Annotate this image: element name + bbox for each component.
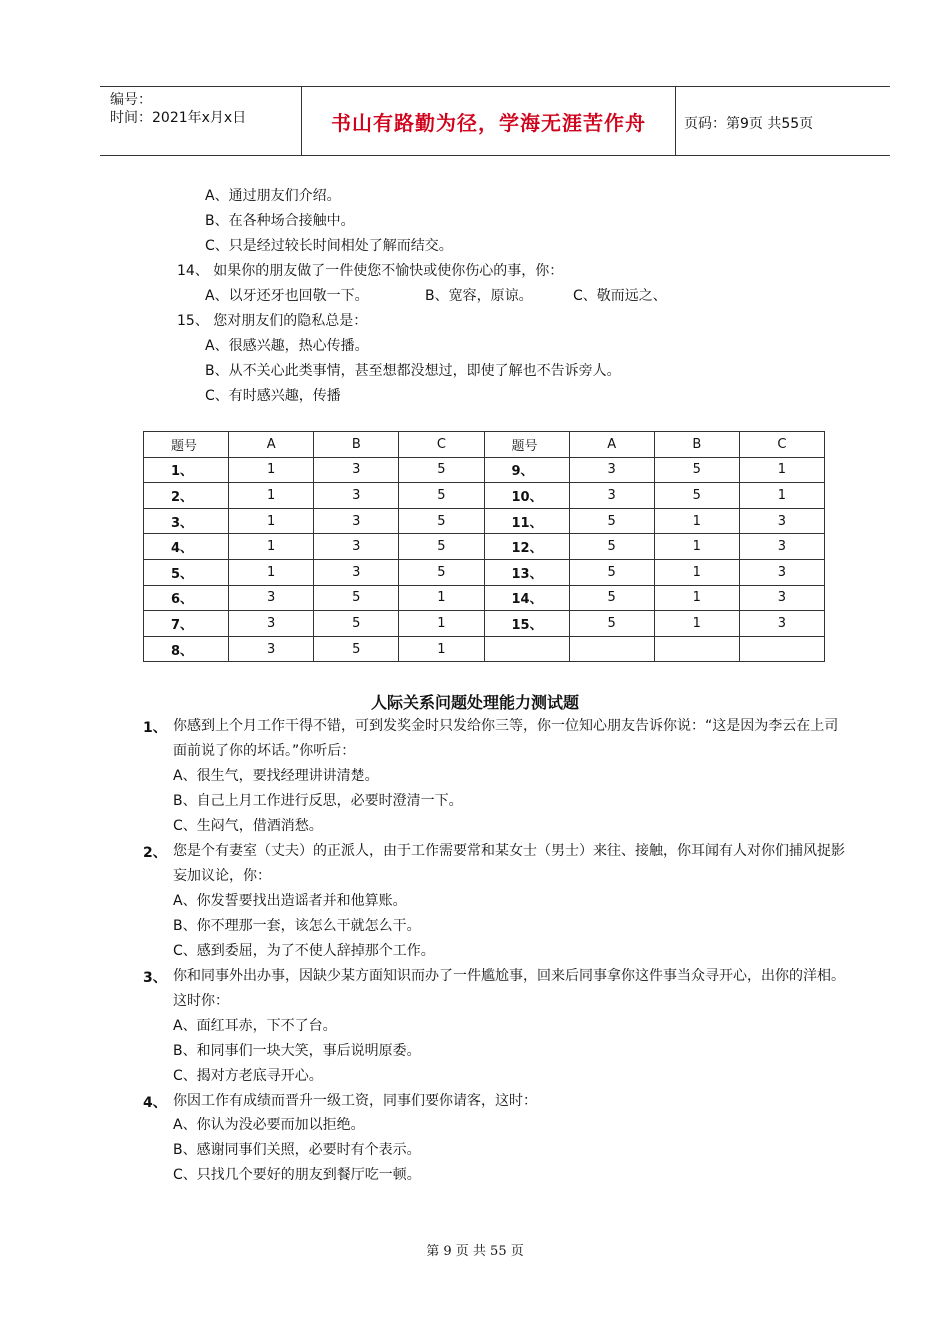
table-cell: 5、 [144,559,229,585]
table-cell [569,636,654,662]
table-cell: 13、 [484,559,569,585]
table-cell: 7、 [144,611,229,637]
table-header-cell: A [569,432,654,458]
header-divider [675,87,676,155]
table-cell: 1 [399,611,484,637]
table-cell: 1 [654,585,739,611]
q2-number: 2、 [143,845,167,861]
table-header-row [144,432,825,458]
q13-option-c: C、只是经过较长时间相处了解而结交。 [205,238,453,254]
table-header-cell: A [229,432,314,458]
table-cell: 1 [654,559,739,585]
q4-option-c: C、只找几个要好的朋友到餐厅吃一顿。 [173,1167,421,1183]
table-cell: 5 [569,508,654,534]
table-cell: 5 [399,534,484,560]
table-cell: 1、 [144,457,229,483]
table-row [144,508,825,534]
table-cell: 1 [739,457,824,483]
table-cell: 3 [739,585,824,611]
q1-text: 你感到上个月工作干得不错，可到发奖金时只发给你三等，你一位知心朋友告诉你说：“这是因为李云在上司面前说了你的坏话。”你听后： [173,718,839,759]
score-table [143,431,825,662]
table-cell: 5 [569,611,654,637]
table-cell: 12、 [484,534,569,560]
table-cell: 9、 [484,457,569,483]
table-cell: 1 [229,559,314,585]
q15-text: 15、 您对朋友们的隐私总是： [177,313,368,329]
table-cell: 1 [229,508,314,534]
table-header-cell: B [314,432,399,458]
table-header-cell: 题号 [484,432,569,458]
table-cell: 5 [399,559,484,585]
table-cell: 15、 [484,611,569,637]
table-cell: 3 [314,483,399,509]
table-cell: 5 [314,636,399,662]
section-title: 人际关系问题处理能力测试题 [370,693,579,712]
table-row [144,611,825,637]
table-cell [484,636,569,662]
table-cell: 5 [399,483,484,509]
table-cell: 1 [229,483,314,509]
table-cell: 3 [739,559,824,585]
q2-option-b: B、你不理那一套，该怎么干就怎么干。 [173,918,421,934]
table-cell: 5 [314,611,399,637]
table-cell: 3 [739,508,824,534]
table-cell: 1 [654,508,739,534]
table-cell: 11、 [484,508,569,534]
q3-number: 3、 [143,970,167,986]
table-cell: 3 [314,508,399,534]
table-cell: 5 [569,585,654,611]
table-cell [739,636,824,662]
table-cell: 10、 [484,483,569,509]
header-motto: 书山有路勤为径，学海无涯苦作舟 [331,110,646,135]
table-cell: 3 [314,534,399,560]
table-cell: 14、 [484,585,569,611]
code-label: 编号： [110,92,152,108]
table-cell: 5 [569,559,654,585]
table-cell: 1 [739,483,824,509]
q13-option-a: A、通过朋友们介绍。 [205,188,341,204]
q15-option-c: C、有时感兴趣，传播 [205,388,341,404]
page-footer: 第 9 页 共 55 页 [426,1244,524,1259]
header-page-label: 页码：第9页 共55页 [684,116,814,132]
table-cell: 3 [229,636,314,662]
q14-option-c: C、敬而远之、 [573,288,667,304]
q13-option-b: B、在各种场合接触中。 [205,213,355,229]
table-cell: 1 [229,534,314,560]
table-cell: 3 [229,611,314,637]
q3-text: 你和同事外出办事，因缺少某方面知识而办了一件尴尬事，回来后同事拿你这件事当众寻开心，出你的洋相。这时你： [173,968,845,1009]
q4-number: 4、 [143,1095,167,1111]
table-cell: 3 [314,457,399,483]
table-cell: 3 [739,534,824,560]
q15-option-b: B、从不关心此类事情，甚至想都没想过，即使了解也不告诉旁人。 [205,363,621,379]
table-cell: 3、 [144,508,229,534]
table-header-cell: B [654,432,739,458]
page-header [100,86,890,156]
q14-option-b: B、宽容，原谅。 [425,288,533,304]
table-row [144,636,825,662]
table-cell: 6、 [144,585,229,611]
header-meta [110,91,246,127]
table-cell: 1 [654,611,739,637]
date-label: 时间：2021年x月x日 [110,110,247,126]
q3-option-a: A、面红耳赤，下不了台。 [173,1018,337,1034]
q4-text: 你因工作有成绩而晋升一级工资，同事们要你请客，这时： [173,1093,537,1109]
table-cell: 3 [314,559,399,585]
q1-number: 1、 [143,720,167,736]
table-cell: 8、 [144,636,229,662]
table-header-cell: C [739,432,824,458]
q3-option-c: C、揭对方老底寻开心。 [173,1068,323,1084]
table-cell: 1 [399,636,484,662]
table-cell [654,636,739,662]
table-cell: 5 [399,457,484,483]
table-cell: 1 [229,457,314,483]
table-cell: 3 [229,585,314,611]
table-cell: 3 [739,611,824,637]
q2-option-a: A、你发誓要找出造谣者并和他算账。 [173,893,407,909]
table-row [144,534,825,560]
table-row [144,585,825,611]
q2-text: 您是个有妻室（丈夫）的正派人，由于工作需要常和某女士（男士）来往、接触，你耳闻有人对你们捕风捉影妄加议论，你： [173,843,845,884]
q15-option-a: A、很感兴趣，热心传播。 [205,338,369,354]
table-cell: 3 [569,457,654,483]
table-cell: 1 [654,534,739,560]
q14-text: 14、 如果你的朋友做了一件使您不愉快或使你伤心的事，你： [177,263,564,279]
table-row [144,457,825,483]
table-header-cell: 题号 [144,432,229,458]
table-cell: 5 [314,585,399,611]
table-cell: 4、 [144,534,229,560]
q14-option-a: A、以牙还牙也回敬一下。 [205,288,369,304]
table-cell: 5 [399,508,484,534]
q1-option-a: A、很生气，要找经理讲讲清楚。 [173,768,379,784]
q1-option-b: B、自己上月工作进行反思，必要时澄清一下。 [173,793,463,809]
table-header-cell: C [399,432,484,458]
q4-option-a: A、你认为没必要而加以拒绝。 [173,1117,365,1133]
table-cell: 3 [569,483,654,509]
table-cell: 5 [654,483,739,509]
q4-option-b: B、感谢同事们关照，必要时有个表示。 [173,1142,421,1158]
q1-option-c: C、生闷气，借酒消愁。 [173,818,323,834]
table-row [144,483,825,509]
table-cell: 5 [569,534,654,560]
table-cell: 2、 [144,483,229,509]
table-cell: 1 [399,585,484,611]
table-row [144,559,825,585]
q3-option-b: B、和同事们一块大笑，事后说明原委。 [173,1043,421,1059]
table-cell: 5 [654,457,739,483]
q2-option-c: C、感到委屈，为了不使人辞掉那个工作。 [173,943,435,959]
